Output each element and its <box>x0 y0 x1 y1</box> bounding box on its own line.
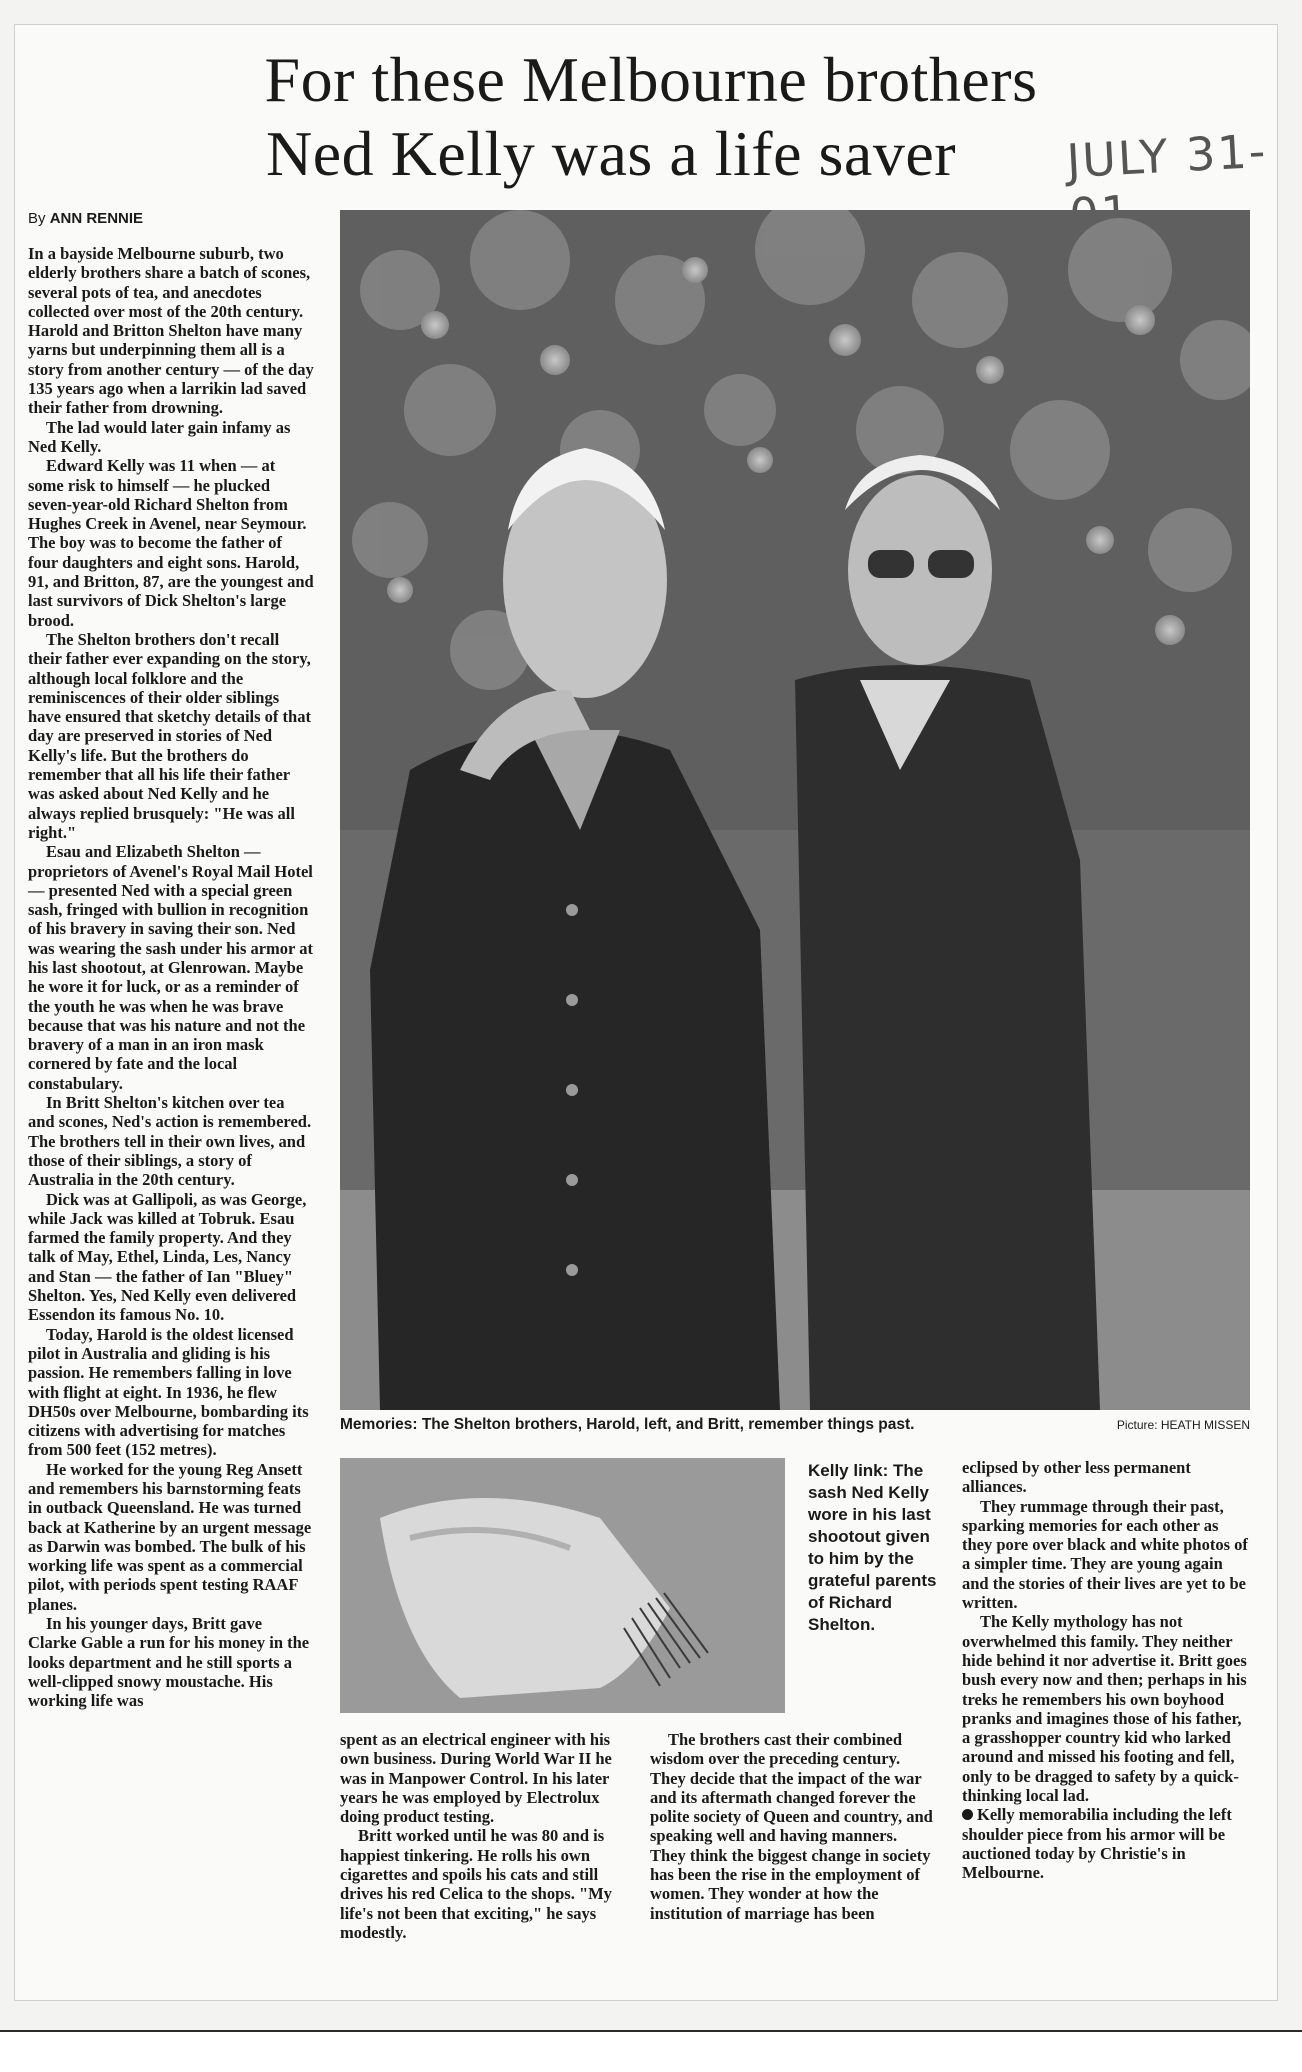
paragraph: They rummage through their past, sparking memories for each other as they pore over black and white photos of a simpler time. They are young again and the stories of their lives are yet to be written. <box>962 1496 1248 1613</box>
bullet-dot-icon <box>962 1809 973 1820</box>
bullet-paragraph <box>962 1805 1252 1882</box>
paragraph: spent as an electrical engineer with his own business. During World War II he was in Manpower Control. In his later years he was employed by Electrolux doing product testing. <box>340 1730 612 1827</box>
photo-credit: Picture: HEATH MISSEN <box>1116 1418 1250 1432</box>
main-photo-caption <box>340 1416 1250 1434</box>
article-column-2 <box>340 1730 626 1942</box>
paragraph: Dick was at Gallipoli, as was George, while Jack was killed at Tobruk. Esau farmed the family property. And they talk of May, Ethel, Linda, Les, Nancy and Stan — the father of Ian "Bluey" Shelton. Yes, Ned Kelly even delivered Essendon its famous No. 10. <box>28 1189 307 1325</box>
paragraph: Edward Kelly was 11 when — at some risk to himself — he plucked seven-year-old Richard Shelton from Hughes Creek in Avenel, near Seymour. The boy was to become the father of four daughters and eight sons. Harold, 91, and Britton, 87, are the youngest and last survivors of Dick Shelton's large brood. <box>28 456 314 630</box>
sash-photo-caption: Kelly link: The sash Ned Kelly wore in his last shootout given to him by the grateful parents of Richard Shelton. <box>808 1461 937 1634</box>
paragraph: The Kelly mythology has not overwhelmed this family. They neither hide behind it nor advertise it. Britt goes bush every now and then; perhaps in his treks he remembers his own boyhood pranks and imagines those of his father, a grasshopper country kid who larked around and missed his footing and fell, only to be dragged to safety by a quick-thinking local lad. <box>962 1612 1247 1806</box>
paragraph: Britt worked until he was 80 and is happiest tinkering. He rolls his own cigarettes and spoils his cats and still drives his red Celica to the shops. "My life's not been that exciting," he says modestly. <box>340 1826 612 1942</box>
page-bottom-band <box>0 2030 1302 2072</box>
paragraph: Today, Harold is the oldest licensed pilot in Australia and gliding is his passion. He remembers falling in love with flight at eight. In 1936, he flew DH50s over Melbourne, bombarding its citizens with advertising for matches from 500 feet (152 metres). <box>28 1324 309 1460</box>
handwritten-date: JULY 31-01 <box>1065 123 1269 189</box>
caption-text: Memories: The Shelton brothers, Harold, left, and Britt, remember things past. <box>340 1416 915 1433</box>
byline-prefix: By <box>28 210 46 227</box>
paragraph: In Britt Shelton's kitchen over tea and scones, Ned's action is remembered. The brothers tell in their own lives, and those of their siblings, a story of Australia in the 20th century. <box>28 1093 312 1190</box>
paragraph: The lad would later gain infamy as Ned Kelly. <box>28 417 291 456</box>
paragraph: The brothers cast their combined wisdom over the preceding century. They decide that the impact of the war and its aftermath changed forever the polite society of Queen and country, and speaking well and having manners. They think the biggest change in society has been the rise in the employment of women. They wonder at how the institution of marriage has been <box>650 1730 933 1923</box>
article-column-4 <box>962 1458 1252 1883</box>
paragraph: He worked for the young Reg Ansett and remembers his barnstorming feats in outback Queensland. He was turned back at Katherine by an urgent message as Darwin was bombed. The bulk of his working life was spent as a commercial pilot, with periods spent testing RAAF planes. <box>28 1459 312 1614</box>
headline-line-2: Ned Kelly was a life saver <box>265 118 957 189</box>
article-column-1 <box>28 244 314 1711</box>
paragraph: In a bayside Melbourne suburb, two elderly brothers share a batch of scones, several pots of tea, and anecdotes collected over most of the 20th century. Harold and Britton Shelton have many yarns but underpinning them all is a story from another century — of the day 135 years ago when a larrikin lad saved their father from drowning. <box>28 244 314 418</box>
headline-line-1: For these Melbourne brothers <box>264 44 1038 115</box>
byline-author: ANN RENNIE <box>49 210 144 227</box>
bullet-text: Kelly memorabilia including the left shoulder piece from his armor will be auctioned today by Christie's in Melbourne. <box>962 1805 1232 1883</box>
paragraph: In his younger days, Britt gave Clarke Gable a run for his money in the looks department and he still sports a well-clipped snowy moustache. His working life was <box>28 1614 310 1711</box>
photo-kelly-sash <box>340 1458 785 1713</box>
photo-shelton-brothers <box>340 210 1250 1410</box>
photo-illustration <box>340 210 1250 1410</box>
byline <box>28 210 143 227</box>
sash-illustration <box>340 1458 785 1713</box>
paragraph: Esau and Elizabeth Shelton — proprietors of Avenel's Royal Mail Hotel — presented Ned with a special green sash, fringed with bullion in recognition of his bravery in saving their son. Ned was wearing the sash under his armor at his last shootout, at Glenrowan. Maybe he wore it for luck, or as a reminder of the youth he was when he was brave because that was his nature and not the bravery of a man in an iron mask cornered by fate and the local constabulary. <box>28 842 313 1093</box>
paragraph: The Shelton brothers don't recall their father ever expanding on the story, although local folklore and the reminiscences of their older siblings have ensured that sketchy details of that day are preserved in stories of Ned Kelly's life. But the brothers do remember that all his life their father was asked about Ned Kelly and he always replied brusquely: "He was all right." <box>28 629 311 842</box>
paragraph: eclipsed by other less permanent alliances. <box>962 1458 1191 1497</box>
article-column-3 <box>650 1730 936 1923</box>
